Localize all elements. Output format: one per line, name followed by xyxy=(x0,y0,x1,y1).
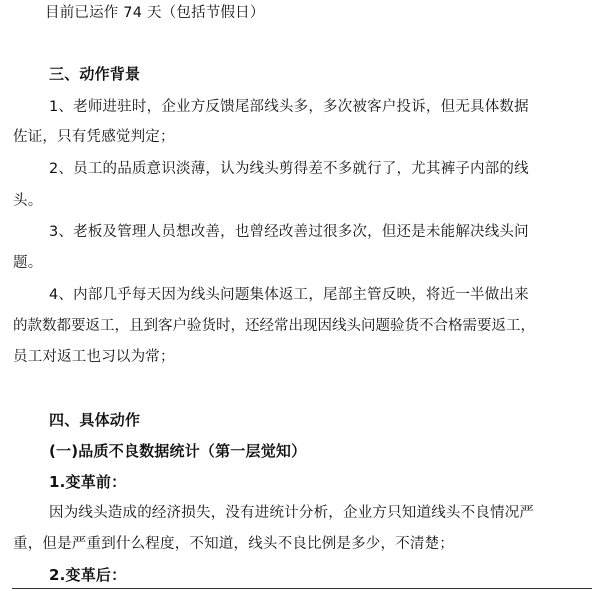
section-3-item-4-line-3: 员工对返工也习以为常； xyxy=(13,349,175,365)
section-3-item-1-line-1: 1、老师进驻时，企业方反馈尾部线头多，多次被客户投诉，但无具体数据 xyxy=(49,99,529,115)
before-change-text-line-1: 因为线头造成的经济损失，没有进统计分析，企业方只知道线头不良情况严 xyxy=(49,505,535,521)
section-3-item-2-line-1: 2、员工的品质意识淡薄，认为线头剪得差不多就行了，尤其裤子内部的线 xyxy=(49,161,529,177)
before-change-text-line-2: 重，但是严重到什么程度，不知道，线头不良比例是多少，不清楚； xyxy=(13,536,454,552)
section-3-item-2-line-2: 头。 xyxy=(13,193,43,209)
section-3-item-3-line-2: 题。 xyxy=(13,255,43,271)
section-4-heading: 四、具体动作 xyxy=(49,411,141,429)
section-3-heading: 三、动作背景 xyxy=(49,65,141,83)
after-change-label: 2.变革后： xyxy=(49,566,127,584)
section-3-item-4-line-2: 的款数都要返工，且到客户验货时，还经常出现因线头问题验货不合格需要返工， xyxy=(13,318,535,334)
section-3-item-3-line-1: 3、老板及管理人员想改善，也曾经改善过很多次，但还是未能解决线头问 xyxy=(49,224,529,240)
before-change-label: 1.变革前： xyxy=(49,473,127,491)
page-bottom-rule xyxy=(12,588,592,589)
section-3-item-1-line-2: 佐证，只有凭感觉判定； xyxy=(13,129,175,145)
intro-line: 目前已运作 74 天（包括节假日） xyxy=(45,5,265,21)
section-4-subheading: (一)品质不良数据统计（第一层觉知） xyxy=(49,442,307,460)
section-3-item-4-line-1: 4、内部几乎每天因为线头问题集体返工，尾部主管反映，将近一半做出来 xyxy=(49,287,529,303)
